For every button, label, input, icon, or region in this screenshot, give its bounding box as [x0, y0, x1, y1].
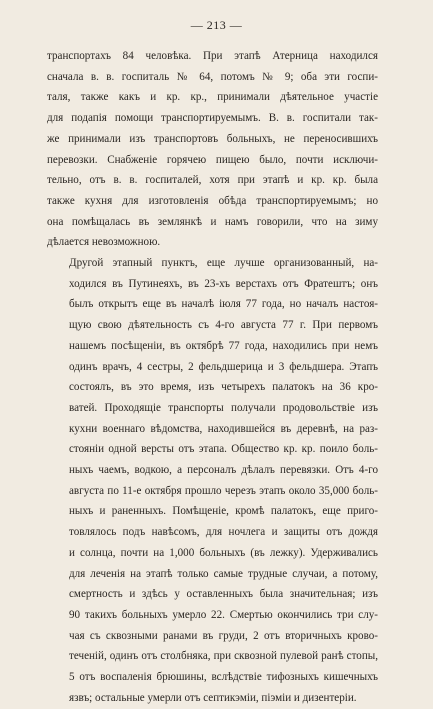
text-line: нашемъ посѣщеніи, въ октябрѣ 77 года, находились при немъ	[69, 339, 378, 352]
text-line: былъ открытъ еще въ началѣ іюля 77 года, но началъ настоя-	[69, 298, 378, 311]
text-line: ныхъ чаемъ, водкою, а персоналъ дѣлалъ перевязки. Отъ 4-го	[69, 464, 378, 477]
text-line: щую свою дѣятельность съ 4-го августа 77 г. При первомъ	[69, 319, 378, 332]
text-line: для леченія на этапѣ только самые трудные случаи, а потому,	[69, 567, 378, 580]
text-line: и солнца, почти на 1,000 больныхъ (въ лежку). Удерживались	[69, 546, 378, 559]
text-line: августа по 11-е октября прошло черезъ этапъ около 35,000 боль-	[69, 484, 378, 497]
text-line: ныхъ и раненныхъ. Помѣщеніе, кромѣ палатокъ, еще приго-	[69, 505, 378, 518]
text-line: ходился въ Путинеяхъ, въ 23-хъ верстахъ отъ Фратештъ; онъ	[69, 277, 378, 290]
text-line: теченій, одинъ отъ столбняка, при сквозной пулевой ранѣ стопы,	[69, 650, 378, 663]
text-line: тельно, отъ в. в. госпиталей, хотя при этапѣ и кр. кр. была	[47, 174, 378, 187]
text-line: стояніи одной версты отъ этапа. Общество кр. кр. поило боль-	[69, 443, 378, 456]
text-line: сначала в. в. госпиталь № 64, потомъ № 9; оба эти госпи-	[47, 70, 378, 83]
text-line: кухни военнаго вѣдомства, находившейся въ деревнѣ, на раз-	[69, 422, 378, 435]
paragraph-2	[47, 253, 378, 708]
text-line: же принимали изъ транспортовъ больныхъ, не переносившихъ	[47, 132, 378, 145]
text-line: смертность и здѣсь у оставленныхъ была значительная; изъ	[69, 588, 378, 601]
text-line: перевозки. Снабженіе горячею пищею было, почти исключи-	[47, 153, 378, 166]
text-line: товлялось подъ навѣсомъ, для ночлега и защиты отъ дождя	[69, 526, 378, 539]
text-line: она помѣщалась въ землянкѣ и намъ говорили, что на зиму	[47, 215, 378, 228]
text-line: также кухня для изготовленія обѣда транспортируемымъ; но	[47, 194, 378, 207]
text-line: чая съ сквозными ранами въ груди, 2 отъ вторичныхъ крово-	[69, 629, 378, 642]
text-line: ватей. Проходящіе транспорты получали продовольствіе изъ	[69, 401, 378, 414]
text-line: транспортахъ 84 человѣка. При этапѣ Атерница находился	[47, 50, 378, 62]
text-line: 5 отъ воспаленія брюшины, вслѣдствіе тифозныхъ кишечныхъ	[69, 671, 378, 684]
text-line: 90 такихъ больныхъ умерло 22. Смертью окончились три слу-	[69, 608, 378, 621]
text-line: Другой этапный пунктъ, еще лучше организованный, на-	[69, 257, 378, 270]
text-line: состоялъ, въ это время, изъ четырехъ палатокъ на 36 кро-	[69, 381, 378, 394]
paragraph-1	[47, 46, 378, 253]
page-number: — 213 —	[190, 18, 243, 32]
text-line: таля, также какъ и кр. кр., принимали дѣятельное участіе	[47, 91, 378, 104]
text-line: язвъ; остальные умерли отъ септикэміи, піэміи и дизентеріи.	[69, 691, 357, 704]
text-line: для подапія помощи транспортируемымъ. В. в. госпитали так-	[47, 112, 378, 125]
text-line: одинъ врачъ, 4 сестры, 2 фельдшерица и 3 фельдшера. Этапъ	[69, 360, 378, 373]
text-line: дѣлается невозможною.	[47, 236, 161, 249]
body-text	[47, 46, 378, 709]
